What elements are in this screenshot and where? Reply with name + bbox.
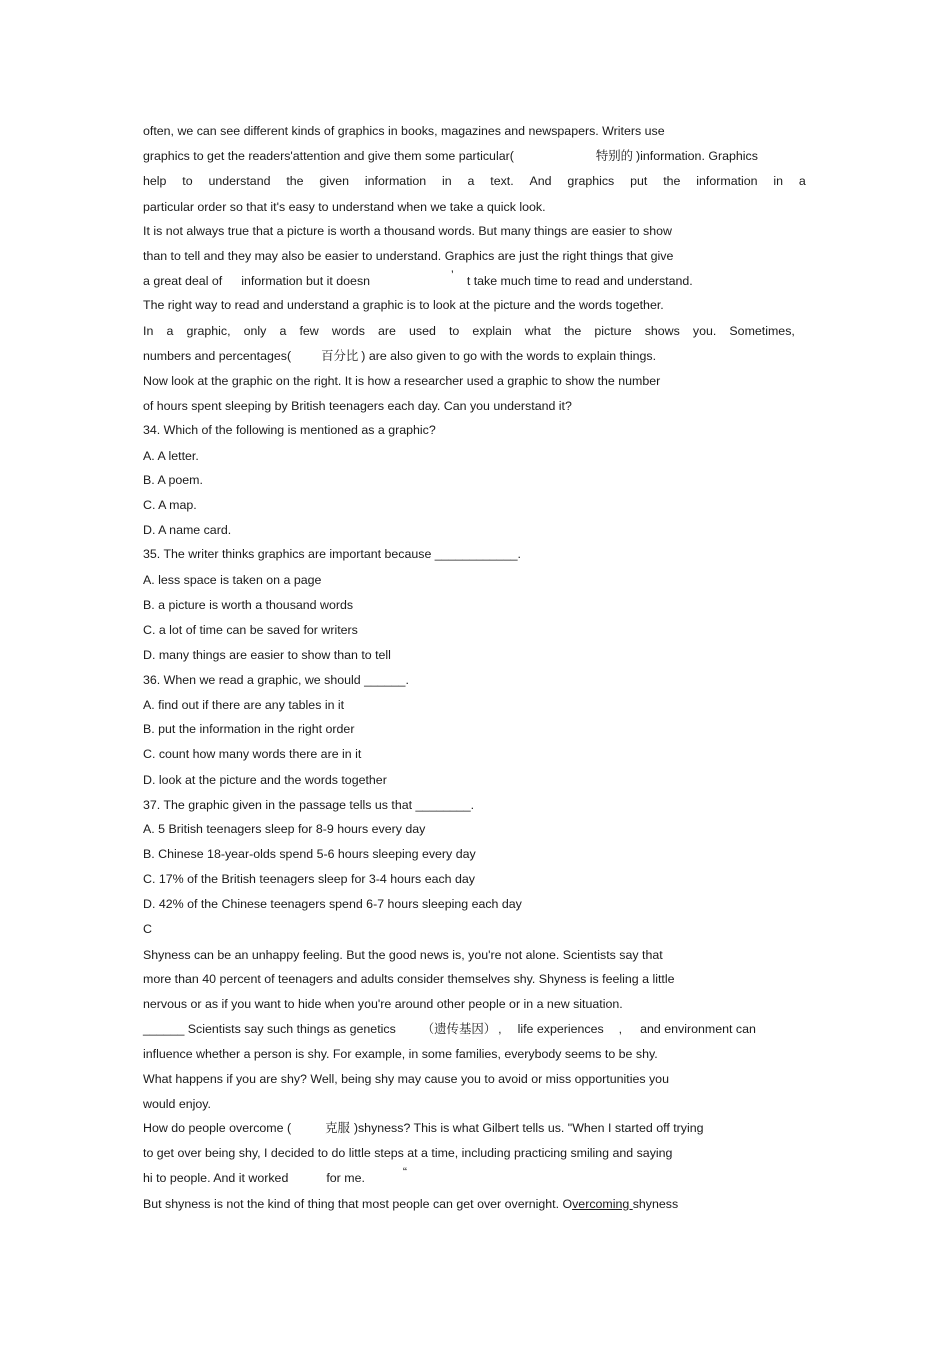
text-fragment: shyness (632, 1197, 679, 1211)
chinese-gloss: 特别的 (595, 148, 634, 163)
word: given (319, 174, 350, 188)
question-36: 36. When we read a graphic, we should ______. (143, 673, 409, 687)
option-37-b: B. Chinese 18-year-olds spend 5-6 hours sleeping every day (143, 847, 476, 861)
question-37: 37. The graphic given in the passage tells us that ________. (143, 798, 475, 812)
option-34-d: D. A name card. (143, 523, 232, 537)
text-line: often, we can see different kinds of graphics in books, magazines and newspapers. Writers use (143, 124, 665, 138)
text-fragment: t take much time to read and understand. (466, 274, 693, 288)
word: a (279, 324, 287, 338)
text-line: of hours spent sleeping by British teenagers each day. Can you understand it? (143, 399, 572, 413)
word: you. (692, 324, 717, 338)
chinese-gloss: 百分比 (321, 348, 359, 363)
text-fragment: , (618, 1022, 623, 1036)
option-35-b: B. a picture is worth a thousand words (143, 598, 354, 612)
word: put (630, 174, 648, 188)
chinese-gloss: 克服 (325, 1120, 350, 1135)
text-line: Shyness can be an unhappy feeling. But the good news is, you're not alone. Scientists say that (143, 948, 663, 962)
quote-mark: “ (402, 1165, 408, 1179)
text-line: than to tell and they may also be easier to understand. Graphics are just the right things that give (143, 249, 674, 263)
text-line: would enjoy. (143, 1097, 211, 1111)
word: to (182, 174, 193, 188)
text-line: It is not always true that a picture is worth a thousand words. But many things are easier to show (143, 224, 672, 238)
text-line: The right way to read and understand a graphic is to look at the picture and the words together. (143, 298, 664, 312)
word: information (696, 174, 758, 188)
option-34-b: B. A poem. (143, 473, 203, 487)
word: the (663, 174, 681, 188)
word: picture (594, 324, 632, 338)
justified-line (143, 173, 806, 189)
word: a (467, 174, 475, 188)
option-36-c: C. count how many words there are in it (143, 747, 362, 761)
apostrophe-mark: ’ (451, 268, 454, 282)
word: information (364, 174, 427, 188)
text-line: particular order so that it's easy to understand when we take a quick look. (143, 200, 546, 214)
option-36-a: A. find out if there are any tables in it (143, 698, 345, 712)
option-35-a: A. less space is taken on a page (143, 573, 322, 587)
text-fragment: hi to people. And it worked (143, 1171, 289, 1185)
text-line (143, 1196, 678, 1212)
text-fragment: )information. Graphics (636, 149, 758, 163)
option-34-a: A. A letter. (143, 449, 199, 463)
question-34: 34. Which of the following is mentioned as a graphic? (143, 423, 436, 437)
section-label: C (143, 922, 152, 936)
text-line: influence whether a person is shy. For example, in some families, everybody seems to be shy. (143, 1047, 658, 1061)
text-line: nervous or as if you want to hide when you're around other people or in a new situation. (143, 997, 623, 1011)
word: what (524, 324, 551, 338)
option-37-d: D. 42% of the Chinese teenagers spend 6-7 hours sleeping each day (143, 897, 522, 911)
word: to (448, 324, 460, 338)
word: used (409, 324, 436, 338)
word: understand (208, 174, 271, 188)
option-35-d: D. many things are easier to show than to tell (143, 648, 391, 662)
underlined-text: vercoming (572, 1197, 633, 1211)
option-36-d: D. look at the picture and the words together (143, 773, 387, 787)
word: text. (490, 174, 514, 188)
text-line: more than 40 percent of teenagers and adults consider themselves shy. Shyness is feeling a little (143, 972, 675, 986)
text-fragment: , (498, 1022, 502, 1036)
text-fragment: How do people overcome ( (143, 1121, 292, 1135)
option-37-c: C. 17% of the British teenagers sleep for 3-4 hours each day (143, 872, 475, 886)
word: are (378, 324, 396, 338)
word: in (773, 174, 784, 188)
word: In (143, 324, 154, 338)
text-fragment: graphics to get the readers'attention and give them some particular( (143, 149, 514, 163)
word: explain (472, 324, 512, 338)
text-fragment: )shyness? This is what Gilbert tells us. "When I started off trying (353, 1121, 704, 1135)
word: a (166, 324, 174, 338)
text-fragment: information but it doesn (241, 274, 371, 288)
text-fragment: ______ Scientists say such things as genetics (143, 1022, 396, 1036)
text-line (143, 148, 758, 164)
word: graphics (567, 174, 615, 188)
option-36-b: B. put the information in the right order (143, 722, 355, 736)
word: only (243, 324, 267, 338)
word: a (798, 174, 806, 188)
text-line: Now look at the graphic on the right. It is how a researcher used a graphic to show the number (143, 374, 661, 388)
text-fragment: and environment can (640, 1022, 756, 1036)
text-fragment: life experiences (517, 1022, 604, 1036)
text-fragment: numbers and percentages( (143, 349, 292, 363)
justified-line (143, 323, 795, 339)
word: And (529, 174, 552, 188)
text-line (143, 1120, 704, 1136)
text-line (143, 268, 693, 289)
word: graphic, (186, 324, 231, 338)
option-34-c: C. A map. (143, 498, 197, 512)
text-line (143, 348, 656, 364)
option-37-a: A. 5 British teenagers sleep for 8-9 hours every day (143, 822, 426, 836)
word: the (564, 324, 582, 338)
text-fragment: But shyness is not the kind of thing that most people can get over overnight. O (143, 1197, 573, 1211)
word: the (286, 174, 304, 188)
question-35: 35. The writer thinks graphics are important because ____________. (143, 547, 521, 561)
chinese-gloss: （遗传基因） (421, 1021, 497, 1036)
word: shows (644, 324, 680, 338)
text-line (143, 1165, 408, 1186)
word: Sometimes, (729, 324, 795, 338)
text-fragment: ) are also given to go with the words to explain things. (361, 349, 657, 363)
text-fragment: a great deal of (143, 274, 223, 288)
option-35-c: C. a lot of time can be saved for writers (143, 623, 358, 637)
text-line (143, 1021, 756, 1037)
word: in (442, 174, 452, 188)
text-line: to get over being shy, I decided to do little steps at a time, including practicing smiling and saying (143, 1146, 673, 1160)
text-fragment: for me. (326, 1171, 365, 1185)
word: words (331, 324, 365, 338)
word: few (299, 324, 319, 338)
text-line: What happens if you are shy? Well, being shy may cause you to avoid or miss opportunities you (143, 1072, 669, 1086)
word: help (143, 174, 167, 188)
